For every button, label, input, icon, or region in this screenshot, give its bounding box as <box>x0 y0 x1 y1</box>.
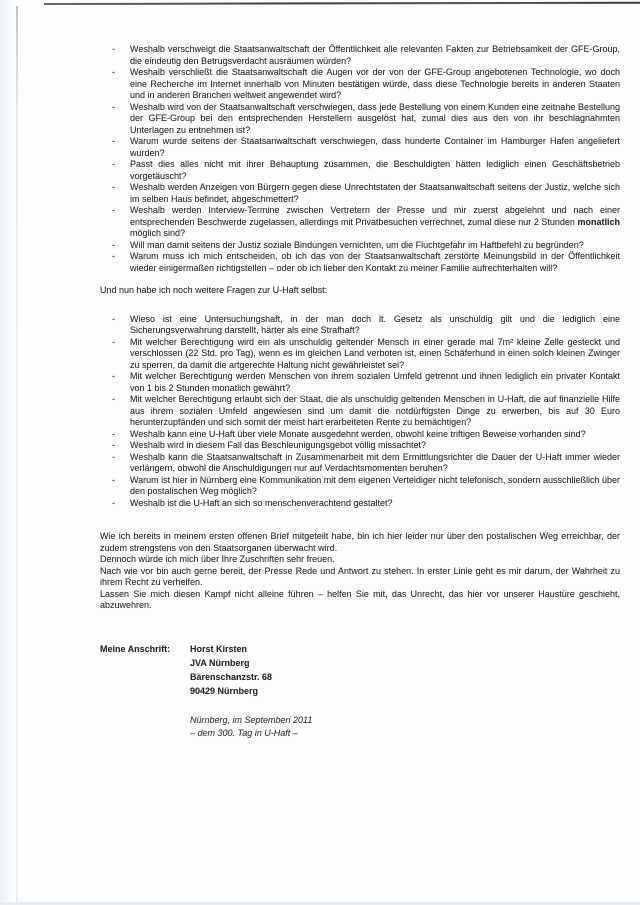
question-item <box>100 475 620 498</box>
interlude-text: Und nun habe ich noch weitere Fragen zur U-Haft selbst: <box>100 285 328 295</box>
question-item <box>100 429 620 441</box>
address-lines <box>190 642 272 698</box>
question-item <box>100 337 620 372</box>
question-item <box>100 44 620 67</box>
closing-paragraph: Lassen Sie mich diesen Kampf nicht alleine führen – helfen Sie mit, das Unrecht, das hier vor unserer Haustüre geschieht, abzuwehren. <box>100 588 620 610</box>
question-text: Wieso ist eine Untersuchungshaft, in der man doch lt. Gesetz als unschuldig gilt und die lediglich eine Sicherungsverwahrung darstellt, härter als eine Strafhaft? <box>130 313 620 335</box>
questions-list-uhaft <box>100 314 620 510</box>
question-text: Mit welcher Berechtigung erlaubt sich der Staat, die als unschuldig geltenden Menschen in U-Haft, die auf finanzielle Hilfe aus ihrem sozialen Umfeld angewiesen sind um damit die notdürftigsten Dinge zu erwerben, bis auf 30 Euro herunterzupfänden und sich somit der meist hart erarbeiteten Rente zu bemächtigen? <box>130 394 620 427</box>
question-item <box>100 240 620 252</box>
closing-paragraph: Dennoch würde ich mich über Ihre Zuschriften sehr freuen. <box>100 554 335 564</box>
letter-body <box>100 44 620 741</box>
question-item <box>100 371 620 394</box>
question-item <box>100 205 620 240</box>
question-item <box>100 136 620 159</box>
question-text: Weshalb ist die U-Haft an sich so menschenverachtend gestaltet? <box>130 497 393 508</box>
address-label: Meine Anschrift: <box>100 643 171 654</box>
closing-paragraph: Wie ich bereits in meinem ersten offenen Brief mitgeteilt habe, bin ich hier leider nur über den postalischen Weg erreichbar, der zudem strengstens von den Staatsorganen überwacht wird. <box>100 531 620 553</box>
question-text: Weshalb verschließt die Staatsanwaltschaft die Augen vor der von der GFE-Group angebotenen Technologie, wo doch eine Recherche im Internet innerhalb von Minuten bestätigen würde, dass diese Technologie bereits in anderen Staaten und in anderen Branchen weltweit angewendet wird? <box>130 67 620 100</box>
question-text: möglich sind? <box>130 228 186 238</box>
question-text: Weshalb werden Interview-Termine zwischen Vertretern der Presse und mir zuerst abgelehnt und nach einer entsprechenden Beschwerde zugelassen, allerdings mit Privatbesuchen verrechnet, zumal diese nur 2 Stunden <box>130 205 620 227</box>
question-item <box>100 102 620 137</box>
scan-edge-left-strip <box>0 0 15 905</box>
dateline-city-date: Nürnberg, im Septemberi 2011 <box>190 714 313 725</box>
closing-paragraph: Nach wie vor bin auch gerne bereit, der Presse Rede und Antwort zu stehen. In erster Linie geht es mir darum, der Wahrheit zu ihrem Recht zu verhelfen. <box>100 565 620 587</box>
scan-edge-top <box>44 2 640 5</box>
address-line: Horst Kirsten <box>190 643 248 654</box>
question-item <box>100 182 620 205</box>
question-text: Passt dies alles nicht mit ihrer Behauptung zusammen, die Beschuldigten hätten lediglich einen Geschäftsbetrieb vorgetäuscht? <box>130 159 620 181</box>
question-text: Weshalb wird in diesem Fall das Beschleunigungsgebot völlig missachtet? <box>130 440 426 450</box>
dateline-day-count: – dem 300. Tag in U-Haft – <box>190 728 298 738</box>
question-text: Warum wurde seitens der Staatsanwaltschaft verschwiegen, dass hunderte Container im Hamburger Hafen angeliefert wurden? <box>130 136 620 158</box>
dateline <box>190 714 620 741</box>
question-text: Weshalb kann die Staatsanwaltschaft in Zusammenarbeit mit dem Ermittlungsrichter die Dauer der U-Haft immer wieder verlängern, obwohl die Anschuldigungen nur auf Verdachtsmomenten beruhen? <box>130 451 620 473</box>
questions-list-prosecution <box>100 44 620 274</box>
closing-paragraphs <box>100 531 620 612</box>
question-text: Weshalb werden Anzeigen von Bürgern gegen diese Unrechtstaten der Staatsanwaltschaft seitens der Justiz, welche sich im selben Haus befindet, abgeschmettert? <box>130 182 620 204</box>
question-text: Mit welcher Berechtigung werden Menschen von ihrem sozialen Umfeld getrennt und ihnen lediglich ein privater Kontakt von 1 bis 2 Stunden monatlich gewährt? <box>130 371 620 393</box>
question-item <box>100 67 620 102</box>
question-text: Weshalb verschweigt die Staatsanwaltschaft der Öffentlichkeit alle relevanten Fakten zur Betriebsamkeit der GFE-Group, die eindeutig den Betrugsverdacht ausräumen würden? <box>130 44 620 66</box>
question-text-bold: monatlich <box>577 216 620 227</box>
scan-edge-left-line <box>16 6 18 905</box>
question-item <box>100 159 620 182</box>
question-text: Mit welcher Berechtigung wird ein als unschuldig geltender Mensch in einer gerade mal 7m² kleine Zelle gesteckt und verschlossen (22 Std. pro Tag), wenn es im gleichen Land verboten ist, einen Schäferhund in einen solch kleinen Zwinger zu sperren, da damit die artgerechte Haltung nicht gewährleistet sei? <box>130 336 620 370</box>
question-item <box>100 251 620 274</box>
question-text: Will man damit seitens der Justiz soziale Bindungen vernichten, um die Fluchtgefahr im Haftbefehl zu begründen? <box>130 239 584 250</box>
question-item <box>100 314 620 337</box>
address-block <box>100 642 620 698</box>
question-item <box>100 394 620 429</box>
question-text: Warum muss ich mich entscheiden, ob ich das von der Staatsanwaltschaft zerstörte Meinungsbild in der Öffentlichkeit wieder einigermaßen richtigstellen – oder ob ich lieber den Kontakt zu meiner Familie aufrechterhalten will? <box>130 251 620 273</box>
address-line: JVA Nürnberg <box>190 657 250 668</box>
question-text: Weshalb kann eine U-Haft über viele Monate ausgedehnt werden, obwohl keine triftigen Beweise vorhanden sind? <box>130 428 586 439</box>
address-line: 90429 Nürnberg <box>190 685 259 696</box>
question-text: Warum ist hier in Nürnberg eine Kommunikation mit dem eigenen Verteidiger nicht telefonisch, sondern ausschließlich über den postalischen Weg möglich? <box>130 474 620 496</box>
address-line: Bärenschanzstr. 68 <box>190 671 273 682</box>
question-item <box>100 440 620 452</box>
question-item <box>100 452 620 475</box>
question-text: Weshalb wird von der Staatsanwaltschaft verschwiegen, dass jede Bestellung von einem Kunden eine zeitnahe Bestellung der GFE-Group bei den entsprechenden Herstellern ausgelöst hat, zumal dies aus den von ihr beschlagnahmten Unterlagen zu entnehmen ist? <box>130 101 620 135</box>
question-item <box>100 498 620 510</box>
